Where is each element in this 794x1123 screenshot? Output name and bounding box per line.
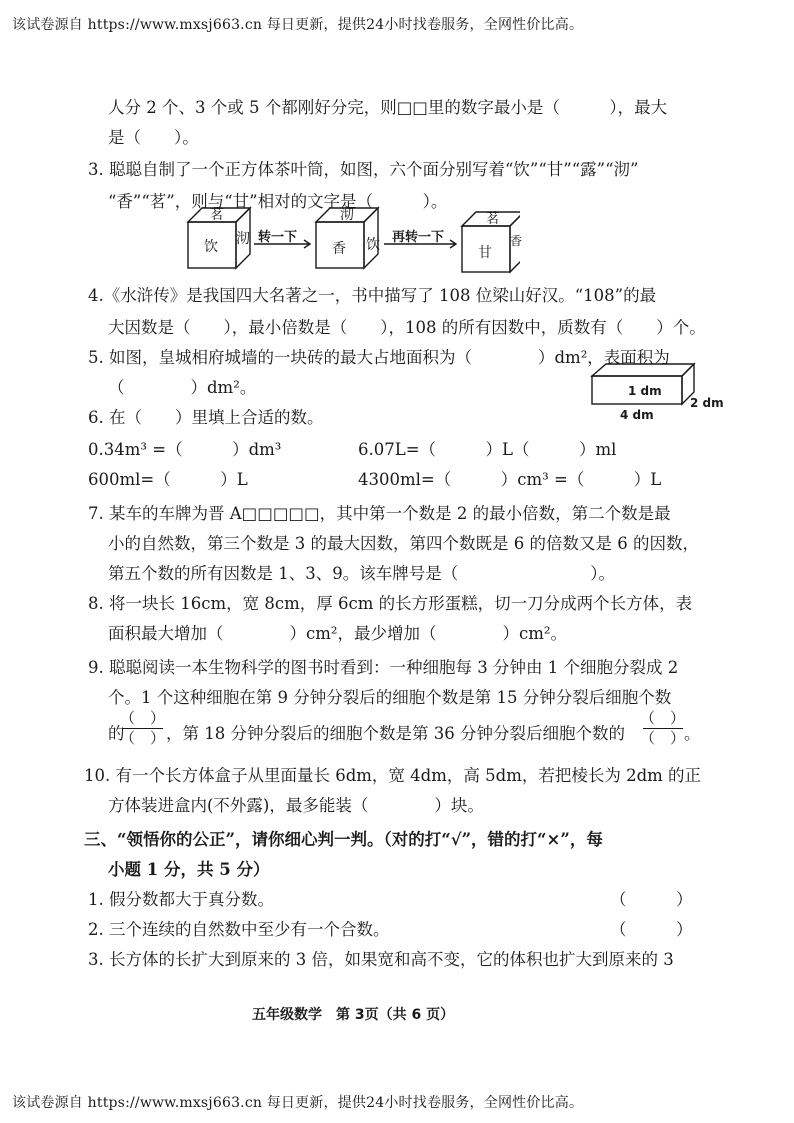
question-5-line-1: 5. 如图，皇城相府城墙的一块砖的最大占地面积为（ ）dm²，表面积为 — [88, 348, 670, 367]
cube1-top-label: 茗 — [210, 207, 224, 223]
fraction-1-denominator: （ ） — [120, 729, 166, 747]
judge-1: 1. 假分数都大于真分数。 — [88, 890, 274, 909]
q6-row2-right: 4300ml=（ ）cm³ =（ ）L — [358, 470, 662, 489]
q6-row2-left: 600ml=（ ）L — [88, 470, 248, 489]
cube1-side-label: 沏 — [236, 231, 250, 247]
fraction-1-numerator: （ ） — [120, 709, 166, 727]
q2-continuation-line-2: 是（ ）。 — [108, 128, 199, 147]
question-3-line-1: 3. 聪聪自制了一个正方体茶叶筒，如图，六个面分别写着“饮”“甘”“露”“沏” — [88, 160, 639, 179]
page-footer: 五年级数学 第 3页（共 6 页） — [252, 1007, 455, 1023]
question-7-line-1: 7. 某车的车牌为晋 A□□□□□，其中第一个数是 2 的最小倍数，第二个数是最 — [88, 504, 671, 523]
fraction-2-denominator: （ ） — [640, 729, 686, 747]
header-banner: 该试卷源自 https://www.mxsj663.cn 每日更新，提供24小时找卷服务，全网性价比高。 — [12, 17, 584, 33]
fraction-2-numerator: （ ） — [640, 709, 686, 727]
section-3-title-line-2: 小题 1 分，共 5 分） — [108, 860, 270, 879]
question-3-line-2: “香”“茗”，则与“甘”相对的文字是（ ）。 — [108, 192, 448, 211]
question-6-line: 6. 在（ ）里填上合适的数。 — [88, 408, 324, 427]
cube1-front-label: 饮 — [204, 239, 218, 255]
question-10-line-1: 10. 有一个长方体盒子从里面量长 6dm，宽 4dm，高 5dm，若把棱长为 2dm 的正 — [84, 766, 702, 785]
question-9-line-1: 9. 聪聪阅读一本生物科学的图书时看到：一种细胞每 3 分钟由 1 个细胞分裂成 2 — [88, 658, 679, 677]
brick-height-label: 1 dm — [628, 384, 662, 398]
question-5-line-2: （ ）dm²。 — [108, 378, 257, 397]
question-9-line-3-end: 。 — [684, 724, 701, 743]
question-9-line-3-middle: ，第 18 分钟分裂后的细胞个数是第 36 分钟分裂后细胞个数的 — [166, 724, 625, 743]
q6-row1-left: 0.34m³ =（ ）dm³ — [88, 440, 282, 459]
fraction-blank-1 — [120, 710, 165, 747]
footer-banner: 该试卷源自 https://www.mxsj663.cn 每日更新，提供24小时找卷服务，全网性价比高。 — [12, 1095, 584, 1111]
question-9-line-3-prefix: 的 — [108, 724, 125, 743]
cube3-side-label: 香 — [510, 234, 523, 248]
brick-figure — [590, 360, 724, 422]
q2-continuation-line-1: 人分 2 个、3 个或 5 个都刚好分完，则□□里的数字最小是（ ），最大 — [108, 98, 668, 117]
question-8-line-1: 8. 将一块长 16cm，宽 8cm，厚 6cm 的长方形蛋糕，切一刀分成两个长方体，表 — [88, 594, 693, 613]
question-9-line-2: 个。1 个这种细胞在第 9 分钟分裂后的细胞个数是第 15 分钟分裂后细胞个数 — [108, 688, 672, 707]
q6-row1-right: 6.07L=（ ）L（ ）ml — [358, 440, 617, 459]
cube2-top-label: 沏 — [340, 207, 354, 223]
judge-2: 2. 三个连续的自然数中至少有一个合数。 — [88, 920, 390, 939]
judge-3: 3. 长方体的长扩大到原来的 3 倍，如果宽和高不变，它的体积也扩大到原来的 3 — [88, 950, 674, 969]
question-4-line-1: 4.《水浒传》是我国四大名著之一，书中描写了 108 位梁山好汉。“108”的最 — [88, 286, 657, 305]
cube3-top-label: 茗 — [486, 211, 500, 227]
cube-rotation-figure — [180, 204, 523, 284]
cube2-front-label: 香 — [332, 241, 346, 257]
section-3-title-line-1: 三、“领悟你的公正”，请你细心判一判。（对的打“√”，错的打“×”，每 — [84, 830, 603, 849]
question-4-line-2: 大因数是（ ），最小倍数是（ ），108 的所有因数中，质数有（ ）个。 — [108, 318, 706, 337]
fraction-blank-2 — [640, 710, 685, 747]
question-8-line-2: 面积最大增加（ ）cm²，最少增加（ ）cm²。 — [108, 624, 568, 643]
brick-length-label: 4 dm — [620, 408, 654, 422]
cube3-front-label: 甘 — [478, 245, 492, 261]
brick-width-label: 2 dm — [690, 396, 724, 410]
arrow2-label: 再转一下 — [392, 230, 445, 245]
cube2-side-label: 饮 — [366, 237, 380, 253]
arrow1-label: 转一下 — [258, 230, 298, 245]
question-10-line-2: 方体装进盒内(不外露)，最多能装（ ）块。 — [108, 796, 484, 815]
judge-1-answer-parens: （ ） — [610, 890, 693, 909]
question-7-line-3: 第五个数的所有因数是 1、3、9。该车牌号是（ ）。 — [108, 564, 615, 583]
question-7-line-2: 小的自然数，第三个数是 3 的最大因数，第四个数既是 6 的倍数又是 6 的因数， — [108, 534, 699, 553]
judge-2-answer-parens: （ ） — [610, 920, 693, 939]
